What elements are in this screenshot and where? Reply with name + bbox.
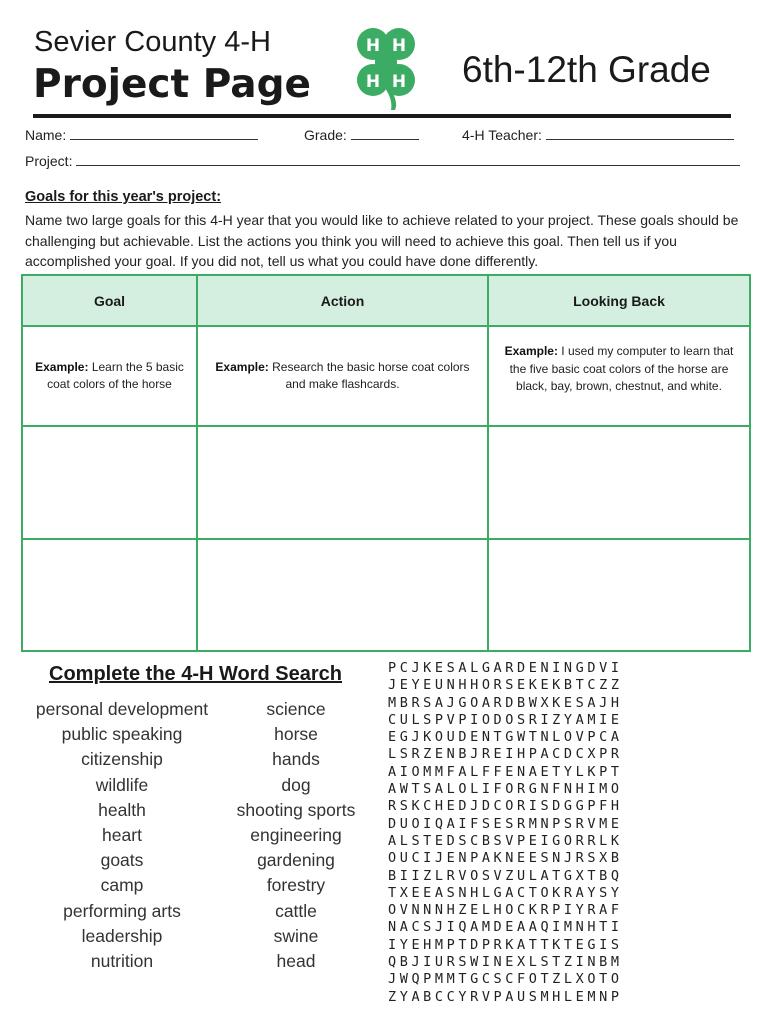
word-list-item: forestry — [266, 875, 326, 896]
4h-clover-icon — [343, 22, 429, 112]
word-list-item: hands — [272, 749, 320, 770]
name-blank[interactable] — [70, 126, 258, 140]
goals-table — [21, 274, 751, 652]
grid-row[interactable]: JWQPMMTGCSCFOTZLXOTO — [388, 971, 623, 988]
word-list-left — [22, 697, 222, 974]
grid-row[interactable]: JEYEUNHHORSEKEKBTCZZ — [388, 677, 623, 694]
header-divider — [33, 114, 731, 118]
goal-1-cell[interactable] — [22, 426, 197, 539]
grid-row[interactable]: DUOIQAIFSESRMNPSRVME — [388, 815, 623, 832]
goals-heading: Goals for this year's project: — [25, 189, 222, 205]
goal-column-header: Goal — [22, 275, 197, 326]
project-blank[interactable] — [76, 152, 740, 166]
word-list-item: camp — [100, 875, 144, 896]
clover-letter: H — [365, 36, 381, 56]
grade-field[interactable] — [304, 126, 419, 144]
goals-instructions: Name two large goals for this 4-H year that you would like to achieve related to your project. These goals should be challenging but achievable. List the actions you think you will need to achieve this goal. Then tell us if you accomplished your goal. If you did not, tell us what you could have done differently. — [25, 212, 739, 269]
grid-row[interactable]: BIIZLRVOSVZULATGXTBQ — [388, 867, 623, 884]
grade-label: Grade: — [304, 127, 347, 143]
clover-letter: H — [391, 36, 407, 56]
teacher-label: 4-H Teacher: — [462, 127, 542, 143]
action-2-cell[interactable] — [197, 539, 488, 651]
example-looking-back-cell: Example: I used my computer to learn that the five basic coat colors of the horse are black, bay, brown, chestnut, and white. — [488, 326, 750, 426]
word-list-item: horse — [274, 724, 318, 745]
grid-row[interactable]: ALSTEDSCBSVPEIGORRLK — [388, 832, 623, 849]
clover-letter: H — [391, 72, 407, 92]
grid-row[interactable]: ZYABCCYRVPAUSMHLEMNP — [388, 988, 623, 1005]
grid-row[interactable]: CULSPVPIODOSRIZYAMIE — [388, 711, 623, 728]
grid-row[interactable]: TXEEASNHLGACTOKRAYSY — [388, 884, 623, 901]
word-list-right — [226, 697, 366, 974]
grid-row[interactable]: QBJIURSWINEXLSTZINBM — [388, 954, 623, 971]
county-title: Sevier County 4-H — [34, 26, 271, 58]
grid-row[interactable]: PCJKESALGARDENINGDVI — [388, 660, 623, 676]
word-list-item: cattle — [275, 900, 317, 921]
page-title: Project Page — [33, 62, 311, 107]
goal-row-1 — [22, 426, 750, 539]
grid-row[interactable]: AIOMMFALFFENAETYLKPT — [388, 763, 623, 780]
grid-row[interactable]: RSKCHEDJDCORISDGGPFH — [388, 798, 623, 815]
grade-range-title: 6th-12th Grade — [462, 49, 711, 90]
word-list-item: performing arts — [63, 900, 181, 921]
example-row — [22, 326, 750, 426]
action-1-cell[interactable] — [197, 426, 488, 539]
word-list-item: head — [276, 951, 316, 972]
grid-row[interactable]: EGJKOUDENTGWTNLOVPCA — [388, 729, 623, 746]
word-list-item: nutrition — [90, 951, 154, 972]
name-label: Name: — [25, 127, 67, 143]
grade-blank[interactable] — [351, 126, 419, 140]
word-list-item: personal development — [35, 699, 209, 719]
word-list-item: health — [98, 799, 146, 820]
project-field[interactable] — [25, 152, 740, 170]
example-action-cell: Example: Research the basic horse coat colors and make flashcards. — [197, 326, 488, 426]
word-list-item: public speaking — [61, 724, 183, 745]
word-list-item: wildlife — [95, 774, 149, 795]
goal-row-2 — [22, 539, 750, 651]
looking-back-column-header: Looking Back — [488, 275, 750, 326]
word-list-item: goats — [100, 850, 144, 871]
word-list-item: science — [266, 699, 326, 719]
word-list-item: engineering — [250, 825, 342, 846]
looking-back-1-cell[interactable] — [488, 426, 750, 539]
grid-row[interactable]: OUCIJENPAKNEESNJRSXB — [388, 850, 623, 867]
grid-row[interactable]: AWTSALOLIFORGNFNHIMO — [388, 781, 623, 798]
word-search-title: Complete the 4-H Word Search — [49, 663, 343, 685]
word-list-item: shooting sports — [236, 799, 356, 820]
project-label: Project: — [25, 153, 73, 169]
name-field[interactable] — [25, 126, 258, 144]
grid-row[interactable]: IYEHMPTDPRKATTKTEGIS — [388, 936, 623, 953]
word-list-item: citizenship — [81, 749, 163, 770]
example-goal-cell: Example: Learn the 5 basic coat colors of the horse — [22, 326, 197, 426]
teacher-blank[interactable] — [546, 126, 734, 140]
grid-row[interactable]: MBRSAJGOARDBWXKESAJH — [388, 694, 623, 711]
grid-row[interactable]: LSRZENBJREIHPACDCXPR — [388, 746, 623, 763]
grid-row[interactable]: OVNNNHZELHOCKRPIYRAF — [388, 902, 623, 919]
word-list-item: leadership — [81, 925, 163, 946]
looking-back-2-cell[interactable] — [488, 539, 750, 651]
clover-letter: H — [365, 72, 381, 92]
word-list-item: swine — [273, 925, 319, 946]
word-search-grid[interactable] — [388, 660, 623, 1006]
word-list-item: heart — [102, 825, 142, 846]
word-list-item: gardening — [257, 850, 335, 871]
action-column-header: Action — [197, 275, 488, 326]
grid-row[interactable]: NACSJIQAMDEAAQIMNHTI — [388, 919, 623, 936]
teacher-field[interactable] — [462, 126, 734, 144]
goals-table-header — [22, 275, 750, 326]
goal-2-cell[interactable] — [22, 539, 197, 651]
word-list-item: dog — [281, 774, 311, 795]
